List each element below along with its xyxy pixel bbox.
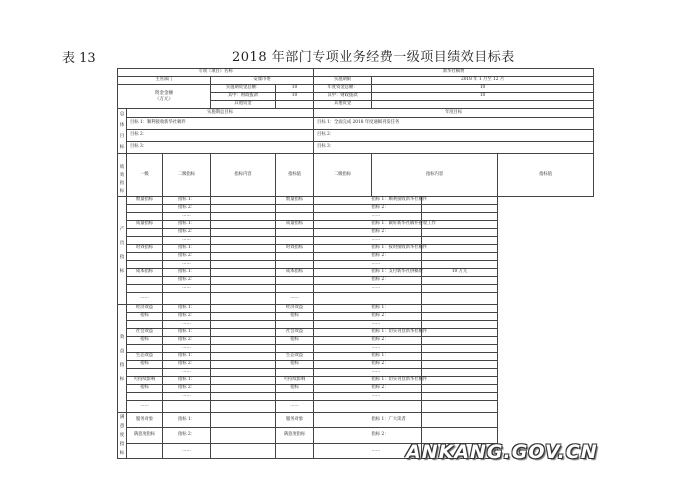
year-goal-header: 年度目标 xyxy=(314,109,594,118)
right-category xyxy=(276,345,314,353)
left-category: …… xyxy=(127,293,163,305)
left-category: 数量指标 xyxy=(127,197,163,205)
impl-period-value: 2018 年 1 月至 12 月 xyxy=(372,77,594,85)
right-category: 指标 xyxy=(276,385,314,393)
right-category xyxy=(276,369,314,377)
right-indicator-num xyxy=(314,321,372,329)
right-indicator-num xyxy=(314,377,372,385)
right-value xyxy=(422,237,498,245)
indicator-row xyxy=(118,345,594,353)
site-watermark: ANKANG.GOV.CN xyxy=(406,441,598,463)
indicator-row xyxy=(118,245,594,253)
left-value xyxy=(211,337,276,345)
right-indicator-num xyxy=(314,213,372,221)
right-indicator-num xyxy=(314,345,372,353)
right-category: …… xyxy=(276,293,314,305)
left-indicator: 指标 1： xyxy=(163,329,211,337)
right-value xyxy=(422,377,498,385)
indicator-row xyxy=(118,393,594,401)
right-category: 可持续影响 xyxy=(276,377,314,385)
right-category xyxy=(276,213,314,221)
left-category xyxy=(127,213,163,221)
left-value xyxy=(211,205,276,213)
left-indicator: 指标 2： xyxy=(163,229,211,237)
left-category xyxy=(127,321,163,329)
right-indicator: …… xyxy=(372,261,422,269)
left-category xyxy=(127,443,163,458)
left-indicator: …… xyxy=(163,443,211,458)
right-value xyxy=(422,253,498,261)
left-value xyxy=(211,285,276,293)
left-indicator: …… xyxy=(163,237,211,245)
indicator-row xyxy=(118,337,594,345)
left-category xyxy=(127,277,163,285)
project-label: 专项（项目）名称 xyxy=(118,69,314,77)
right-value: 10 万元 xyxy=(422,269,498,277)
right-value xyxy=(422,329,498,337)
right-value xyxy=(422,305,498,313)
left-value xyxy=(211,261,276,269)
right-category: 成本指标 xyxy=(276,269,314,277)
right-indicator-num xyxy=(314,361,372,369)
year-fiscal-value: 10 xyxy=(372,93,594,101)
right-value xyxy=(422,277,498,285)
right-value xyxy=(422,245,498,253)
left-category: 指标 xyxy=(127,337,163,345)
left-category: 服务对象 xyxy=(127,413,163,428)
left-category: 指标 xyxy=(127,361,163,369)
left-category: 可持续影响 xyxy=(127,377,163,385)
right-value xyxy=(422,413,498,428)
other-label: 其他资金 xyxy=(211,101,276,109)
impl-goal-3: 目标 3： xyxy=(127,141,314,153)
right-indicator-num xyxy=(314,205,372,213)
left-category: 社会效益 xyxy=(127,329,163,337)
right-indicator-num xyxy=(314,269,372,277)
left-value xyxy=(211,413,276,428)
right-indicator-num xyxy=(314,385,372,393)
left-value xyxy=(211,269,276,277)
left-value xyxy=(211,443,276,458)
right-category: 时效指标 xyxy=(276,245,314,253)
left-category: 指标 xyxy=(127,385,163,393)
right-value xyxy=(422,261,498,269)
right-indicator: 指标 2： xyxy=(372,277,422,285)
right-indicator-num xyxy=(314,443,372,458)
left-indicator: …… xyxy=(163,369,211,377)
right-value xyxy=(422,229,498,237)
indicator-row xyxy=(118,313,594,321)
right-category: 数量指标 xyxy=(276,197,314,205)
year-other-label: 其他资金 xyxy=(314,101,372,109)
left-value xyxy=(211,393,276,401)
left-value xyxy=(211,401,276,413)
indicator-row xyxy=(118,285,594,293)
left-category xyxy=(127,393,163,401)
left-value xyxy=(211,345,276,353)
left-category: 时效指标 xyxy=(127,245,163,253)
table-number: 表 13 xyxy=(62,51,96,66)
left-indicator: 指标 2： xyxy=(163,428,211,443)
left-value xyxy=(211,361,276,369)
left-indicator: 指标 1： xyxy=(163,221,211,229)
header-level2-left: 二级指标 xyxy=(163,154,211,197)
right-indicator: …… xyxy=(372,393,422,401)
indicator-row xyxy=(118,293,594,305)
right-value xyxy=(422,369,498,377)
right-indicator: …… xyxy=(372,321,422,329)
indicator-row xyxy=(118,361,594,369)
right-indicator-num xyxy=(314,197,372,205)
left-value xyxy=(211,213,276,221)
left-indicator: …… xyxy=(163,261,211,269)
right-category xyxy=(276,393,314,401)
left-indicator: 指标 2： xyxy=(163,253,211,261)
right-indicator: …… xyxy=(372,213,422,221)
left-indicator: 指标 1： xyxy=(163,305,211,313)
indicator-row xyxy=(118,385,594,393)
right-category xyxy=(276,285,314,293)
indicator-row xyxy=(118,353,594,361)
left-value xyxy=(211,313,276,321)
right-indicator: 指标 1：切实刊登新华社稿件 xyxy=(372,329,422,337)
right-indicator-num xyxy=(314,428,372,443)
left-indicator: …… xyxy=(163,321,211,329)
right-category xyxy=(276,261,314,269)
right-indicator-num xyxy=(314,245,372,253)
impl-goal-header: 实施期总目标 xyxy=(127,109,314,118)
right-value xyxy=(422,285,498,293)
header-level2-right: 二级指标 xyxy=(314,154,372,197)
left-category: 生态效益 xyxy=(127,353,163,361)
indicator-row xyxy=(118,213,594,221)
impl-goal-2: 目标 2： xyxy=(127,129,314,141)
left-value xyxy=(211,245,276,253)
left-indicator: …… xyxy=(163,345,211,353)
left-indicator: 指标 1： xyxy=(163,269,211,277)
right-indicator: 指标 2： xyxy=(372,313,422,321)
left-indicator: 指标 2： xyxy=(163,385,211,393)
right-indicator-num xyxy=(314,329,372,337)
left-indicator xyxy=(163,401,211,413)
right-category xyxy=(276,205,314,213)
left-value xyxy=(211,353,276,361)
left-category: 满意度指标 xyxy=(127,428,163,443)
left-value xyxy=(211,305,276,313)
right-value xyxy=(422,361,498,369)
left-value xyxy=(211,221,276,229)
left-category: 指标 xyxy=(127,313,163,321)
right-value xyxy=(422,197,498,205)
right-value xyxy=(422,401,498,413)
dept-value: 安康市委 xyxy=(211,77,314,85)
indicator-row xyxy=(118,401,594,413)
other-value xyxy=(276,101,314,109)
year-other-value xyxy=(372,101,594,109)
left-category xyxy=(127,237,163,245)
indicator-row xyxy=(118,197,594,205)
left-value xyxy=(211,197,276,205)
right-category: 满意度指标 xyxy=(276,428,314,443)
indicator-row xyxy=(118,253,594,261)
indicator-row xyxy=(118,261,594,269)
right-indicator-num xyxy=(314,285,372,293)
total-label: 实施期资金总额： xyxy=(211,85,276,93)
year-total-value: 10 xyxy=(372,85,594,93)
header-value-left: 指标值 xyxy=(276,154,314,197)
left-category xyxy=(127,253,163,261)
project-value: 新华社稿费 xyxy=(314,69,594,77)
document-title: 2018 年部门专项业务经费一级项目绩效目标表 xyxy=(232,50,515,65)
indicator-row xyxy=(118,237,594,245)
right-indicator-num xyxy=(314,261,372,269)
dept-label: 主管部门 xyxy=(118,77,211,85)
right-indicator: 指标 1： xyxy=(372,305,422,313)
right-category xyxy=(276,321,314,329)
left-value xyxy=(211,428,276,443)
right-value xyxy=(422,213,498,221)
right-category: 社会效益 xyxy=(276,329,314,337)
right-value xyxy=(422,385,498,393)
right-category: 指标 xyxy=(276,361,314,369)
left-value xyxy=(211,237,276,245)
right-indicator: 指标 1：支付新华社供稿费 xyxy=(372,269,422,277)
fiscal-value: 10 xyxy=(276,93,314,101)
right-value xyxy=(422,293,498,305)
right-category xyxy=(276,237,314,245)
right-indicator: 指标 2： xyxy=(372,385,422,393)
indicator-row xyxy=(118,277,594,285)
left-category xyxy=(127,205,163,213)
header-content-left: 指标内容 xyxy=(211,154,276,197)
benefit-group-label: 效益指标 xyxy=(118,305,127,413)
right-category: 质量指标 xyxy=(276,221,314,229)
year-goal-3: 目标 3： xyxy=(314,141,594,153)
right-indicator-num xyxy=(314,313,372,321)
overall-goal-label: 总体目标 xyxy=(118,109,127,154)
right-indicator-num xyxy=(314,229,372,237)
left-category xyxy=(127,285,163,293)
right-indicator: 指标 1：按时接收新华社稿件 xyxy=(372,245,422,253)
fund-label: 资金金额 xyxy=(154,90,174,96)
right-indicator-num xyxy=(314,221,372,229)
right-indicator-num xyxy=(314,413,372,428)
right-indicator: 指标 1： xyxy=(372,353,422,361)
indicator-row xyxy=(118,229,594,237)
right-indicator: …… xyxy=(372,369,422,377)
right-indicator: …… xyxy=(372,345,422,353)
impl-period-label: 实施期限 xyxy=(314,77,372,85)
right-indicator: …… xyxy=(372,237,422,245)
header-level1: 一级 xyxy=(127,154,163,197)
right-indicator: 指标 2： xyxy=(372,337,422,345)
left-value xyxy=(211,369,276,377)
left-indicator: 指标 1： xyxy=(163,377,211,385)
left-indicator: 指标 2： xyxy=(163,205,211,213)
left-value xyxy=(211,321,276,329)
left-category xyxy=(127,229,163,237)
right-value xyxy=(422,353,498,361)
left-indicator xyxy=(163,293,211,305)
satisfaction-group-label: 满意度指标 xyxy=(118,413,127,459)
left-value xyxy=(211,253,276,261)
right-value xyxy=(422,345,498,353)
left-category: 经济效益 xyxy=(127,305,163,313)
left-value xyxy=(211,277,276,285)
indicator-row xyxy=(118,321,594,329)
year-fiscal-label: 其中：财政拨款 xyxy=(314,93,372,101)
right-indicator: …… xyxy=(372,443,422,458)
impl-goal-1: 目标 1：顺利接收新华社稿件 xyxy=(127,117,314,129)
header-content-right: 指标内容 xyxy=(372,154,498,197)
left-indicator: 指标 2： xyxy=(163,313,211,321)
fund-label-cell xyxy=(118,85,211,109)
indicator-row xyxy=(118,369,594,377)
right-category xyxy=(276,229,314,237)
right-value xyxy=(422,337,498,345)
left-value xyxy=(211,377,276,385)
left-category xyxy=(127,369,163,377)
indicator-row xyxy=(118,269,594,277)
year-goal-1: 目标 1：全面完成 2018 年度通稿刊发任务 xyxy=(314,117,594,129)
left-indicator: 指标 1： xyxy=(163,353,211,361)
left-value xyxy=(211,385,276,393)
indicator-row xyxy=(118,413,594,428)
left-category: 质量指标 xyxy=(127,221,163,229)
right-indicator: 指标 1：广大读者 xyxy=(372,413,422,428)
right-indicator-num xyxy=(314,305,372,313)
year-goal-2: 目标 2： xyxy=(314,129,594,141)
right-category: …… xyxy=(276,401,314,413)
left-indicator: …… xyxy=(163,393,211,401)
left-indicator: 指标 1： xyxy=(163,413,211,428)
right-indicator: 指标 1：做好新华社稿件接收工作 xyxy=(372,221,422,229)
right-indicator-num xyxy=(314,337,372,345)
right-indicator: 指标 2： xyxy=(372,205,422,213)
right-indicator: 指标 1：切实刊登新华社稿件 xyxy=(372,377,422,385)
indicator-row xyxy=(118,305,594,313)
right-indicator: 指标 2： xyxy=(372,361,422,369)
indicator-row xyxy=(118,377,594,385)
performance-goal-table xyxy=(117,68,594,459)
right-indicator-num xyxy=(314,369,372,377)
right-indicator xyxy=(372,401,422,413)
fiscal-label: 其中：财政拨款 xyxy=(211,93,276,101)
right-category: 指标 xyxy=(276,313,314,321)
right-value xyxy=(422,393,498,401)
right-value xyxy=(422,321,498,329)
left-category: 成本指标 xyxy=(127,269,163,277)
right-indicator-num xyxy=(314,293,372,305)
right-indicator-num xyxy=(314,277,372,285)
left-value xyxy=(211,229,276,237)
right-indicator-num xyxy=(314,393,372,401)
right-indicator-num xyxy=(314,253,372,261)
right-indicator: 指标 2： xyxy=(372,253,422,261)
fund-unit: （万元） xyxy=(154,96,174,102)
left-category xyxy=(127,261,163,269)
left-category: …… xyxy=(127,401,163,413)
left-indicator: 指标 1： xyxy=(163,197,211,205)
total-value: 10 xyxy=(276,85,314,93)
right-indicator: 指标 2： xyxy=(372,428,422,443)
right-indicator: 指标 2： xyxy=(372,229,422,237)
indicator-row xyxy=(118,329,594,337)
left-value xyxy=(211,293,276,305)
indicator-row xyxy=(118,205,594,213)
right-indicator xyxy=(372,293,422,305)
left-indicator: …… xyxy=(163,213,211,221)
right-indicator-num xyxy=(314,237,372,245)
output-group-label: 产出指标 xyxy=(118,197,127,305)
right-value xyxy=(422,313,498,321)
right-category xyxy=(276,253,314,261)
right-indicator: …… xyxy=(372,285,422,293)
right-indicator-num xyxy=(314,353,372,361)
left-indicator: 指标 2： xyxy=(163,337,211,345)
perf-indicator-label: 绩效指标 xyxy=(118,154,127,197)
right-category: 生态效益 xyxy=(276,353,314,361)
right-category: 服务对象 xyxy=(276,413,314,428)
indicator-row xyxy=(118,221,594,229)
left-indicator: 指标 2： xyxy=(163,361,211,369)
left-indicator: …… xyxy=(163,285,211,293)
right-indicator-num xyxy=(314,401,372,413)
right-category: 经济效益 xyxy=(276,305,314,313)
right-category xyxy=(276,277,314,285)
left-value xyxy=(211,329,276,337)
right-value xyxy=(422,205,498,213)
left-category xyxy=(127,345,163,353)
left-indicator: 指标 2： xyxy=(163,277,211,285)
year-total-label: 年度资金总额： xyxy=(314,85,372,93)
right-category: 指标 xyxy=(276,337,314,345)
right-category xyxy=(276,443,314,458)
header-value-right: 指标值 xyxy=(498,154,594,197)
right-indicator: 指标 1：顺利接收新华社稿件 xyxy=(372,197,422,205)
left-indicator: 指标 1： xyxy=(163,245,211,253)
